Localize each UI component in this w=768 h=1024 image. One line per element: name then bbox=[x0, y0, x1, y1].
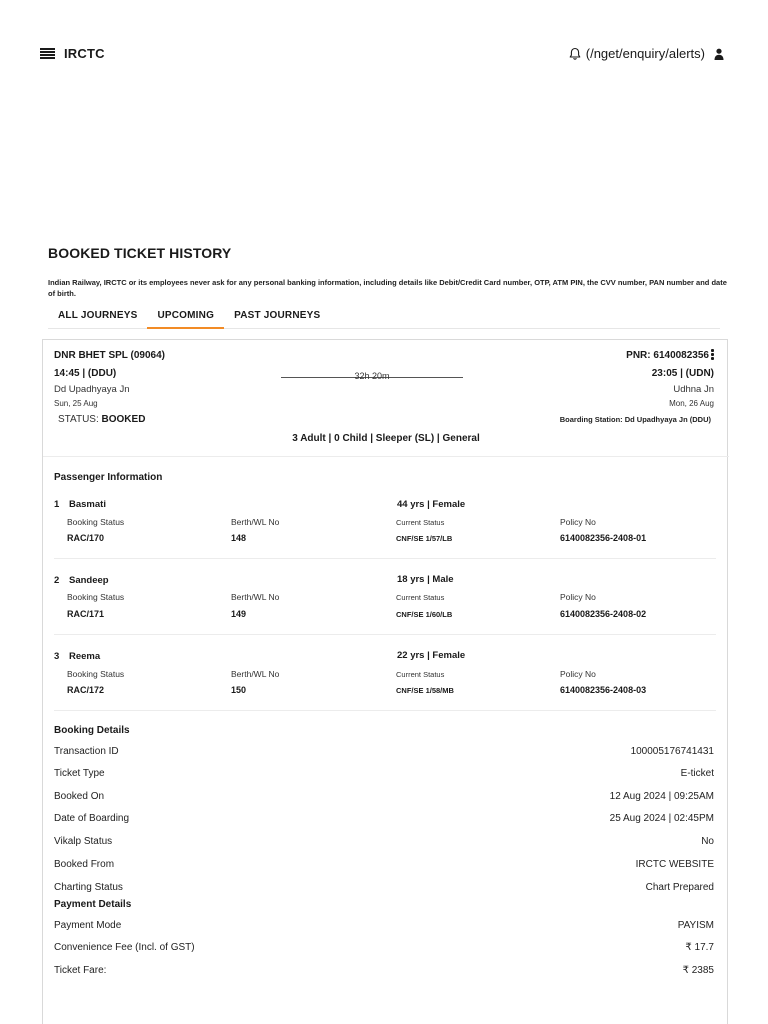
tab-past-journeys[interactable]: PAST JOURNEYS bbox=[234, 310, 321, 321]
current-status-label: Current Status bbox=[396, 593, 445, 602]
booking-status bbox=[58, 414, 145, 425]
booking-status-label: Booking Status bbox=[67, 669, 125, 679]
convenience-fee-label: Convenience Fee (Incl. of GST) bbox=[54, 942, 195, 953]
bell-icon[interactable] bbox=[568, 47, 582, 61]
ticket-card bbox=[42, 339, 728, 1024]
passenger-name: Sandeep bbox=[69, 575, 109, 586]
ticket-fare-label: Ticket Fare: bbox=[54, 965, 107, 976]
to-date: Mon, 26 Aug bbox=[669, 399, 714, 408]
passenger-age-gender: 44 yrs | Female bbox=[397, 499, 466, 510]
journey-tabs bbox=[48, 305, 720, 329]
top-navbar bbox=[0, 0, 768, 110]
booked-from-label: Booked From bbox=[54, 859, 115, 870]
passenger-number: 1 bbox=[54, 499, 60, 510]
journey-duration: 32h 20m bbox=[354, 371, 390, 381]
charting-status-value: Chart Prepared bbox=[645, 882, 714, 893]
security-disclaimer: Indian Railway, IRCTC or its employees never ask for any personal banking information, including details like Debit/Credit Card number, OTP, ATM PIN, the CVV number, PAN number and date of birth. bbox=[48, 278, 727, 298]
ticket-type-label: Ticket Type bbox=[54, 768, 105, 779]
from-station: Dd Upadhyaya Jn bbox=[54, 384, 130, 395]
passenger-number: 3 bbox=[54, 651, 60, 662]
booked-from-value: IRCTC WEBSITE bbox=[635, 859, 714, 870]
current-status-value: CNF/SE 1/58/MB bbox=[396, 686, 454, 695]
berth-value: 150 bbox=[231, 685, 247, 695]
departure-time: 14:45 | (DDU) bbox=[54, 368, 117, 379]
passenger-age-gender: 18 yrs | Male bbox=[397, 574, 454, 585]
to-station: Udhna Jn bbox=[673, 384, 714, 395]
divider bbox=[43, 456, 729, 457]
current-status-label: Current Status bbox=[396, 670, 445, 679]
tab-upcoming[interactable]: UPCOMING bbox=[147, 305, 224, 329]
divider bbox=[54, 558, 716, 559]
booking-details-title: Booking Details bbox=[54, 725, 130, 736]
divider bbox=[54, 710, 716, 711]
status-value: BOOKED bbox=[101, 414, 146, 425]
from-date: Sun, 25 Aug bbox=[54, 399, 98, 408]
charting-status-label: Charting Status bbox=[54, 882, 123, 893]
current-status-value: CNF/SE 1/57/LB bbox=[396, 534, 453, 543]
booked-on-value: 12 Aug 2024 | 09:25AM bbox=[609, 791, 714, 802]
page-title: BOOKED TICKET HISTORY bbox=[48, 245, 232, 261]
booking-status-value: RAC/170 bbox=[67, 533, 105, 543]
policy-value: 6140082356-2408-02 bbox=[560, 609, 647, 619]
train-name: DNR BHET SPL (09064) bbox=[54, 350, 165, 361]
booking-status-label: Booking Status bbox=[67, 592, 125, 602]
passenger-age-gender: 22 yrs | Female bbox=[397, 650, 466, 661]
berth-value: 149 bbox=[231, 609, 247, 619]
alerts-link[interactable]: (/nget/enquiry/alerts) bbox=[585, 46, 705, 61]
convenience-fee-value: ₹ 17.7 bbox=[685, 942, 714, 953]
passenger-name: Reema bbox=[69, 651, 101, 662]
tab-all-journeys[interactable]: ALL JOURNEYS bbox=[58, 310, 138, 321]
hamburger-menu-icon[interactable] bbox=[40, 48, 55, 59]
current-status-value: CNF/SE 1/60/LB bbox=[396, 610, 453, 619]
user-icon[interactable] bbox=[714, 48, 724, 60]
transaction-id-label: Transaction ID bbox=[54, 746, 119, 757]
boarding-date-value: 25 Aug 2024 | 02:45PM bbox=[609, 813, 714, 824]
vikalp-status-value: No bbox=[701, 836, 714, 847]
divider bbox=[54, 634, 716, 635]
ticket-type-value: E-ticket bbox=[680, 768, 714, 779]
passenger-name: Basmati bbox=[69, 499, 106, 510]
policy-label: Policy No bbox=[560, 669, 596, 679]
passenger-section-title: Passenger Information bbox=[54, 472, 163, 483]
booking-status-value: RAC/172 bbox=[67, 685, 105, 695]
ticket-fare-value: ₹ 2385 bbox=[682, 965, 714, 976]
policy-value: 6140082356-2408-03 bbox=[560, 685, 647, 695]
boarding-date-label: Date of Boarding bbox=[54, 813, 130, 824]
alerts-area bbox=[568, 46, 724, 61]
policy-value: 6140082356-2408-01 bbox=[560, 533, 647, 543]
vikalp-status-label: Vikalp Status bbox=[54, 836, 113, 847]
pnr-number: PNR: 6140082356 bbox=[626, 350, 709, 361]
status-label: STATUS: bbox=[58, 414, 99, 425]
passenger-number: 2 bbox=[54, 575, 60, 586]
menu-toggle[interactable] bbox=[40, 46, 105, 61]
booked-on-label: Booked On bbox=[54, 791, 105, 802]
booking-status-value: RAC/171 bbox=[67, 609, 105, 619]
booking-status-label: Booking Status bbox=[67, 517, 125, 527]
payment-mode-label: Payment Mode bbox=[54, 920, 122, 931]
payment-mode-value: PAYISM bbox=[677, 920, 714, 931]
arrival-time: 23:05 | (UDN) bbox=[651, 368, 714, 379]
berth-value: 148 bbox=[231, 533, 247, 543]
policy-label: Policy No bbox=[560, 517, 596, 527]
boarding-station: Boarding Station: Dd Upadhyaya Jn (DDU) bbox=[559, 415, 711, 424]
berth-label: Berth/WL No bbox=[231, 592, 280, 602]
policy-label: Policy No bbox=[560, 592, 596, 602]
berth-label: Berth/WL No bbox=[231, 669, 280, 679]
berth-label: Berth/WL No bbox=[231, 517, 280, 527]
brand-name[interactable]: IRCTC bbox=[64, 46, 105, 61]
payment-details-title: Payment Details bbox=[54, 899, 132, 910]
quota-summary: 3 Adult | 0 Child | Sleeper (SL) | General bbox=[292, 433, 480, 444]
kebab-menu-icon[interactable] bbox=[711, 349, 714, 360]
transaction-id-value: 100005176741431 bbox=[630, 746, 714, 757]
current-status-label: Current Status bbox=[396, 518, 445, 527]
